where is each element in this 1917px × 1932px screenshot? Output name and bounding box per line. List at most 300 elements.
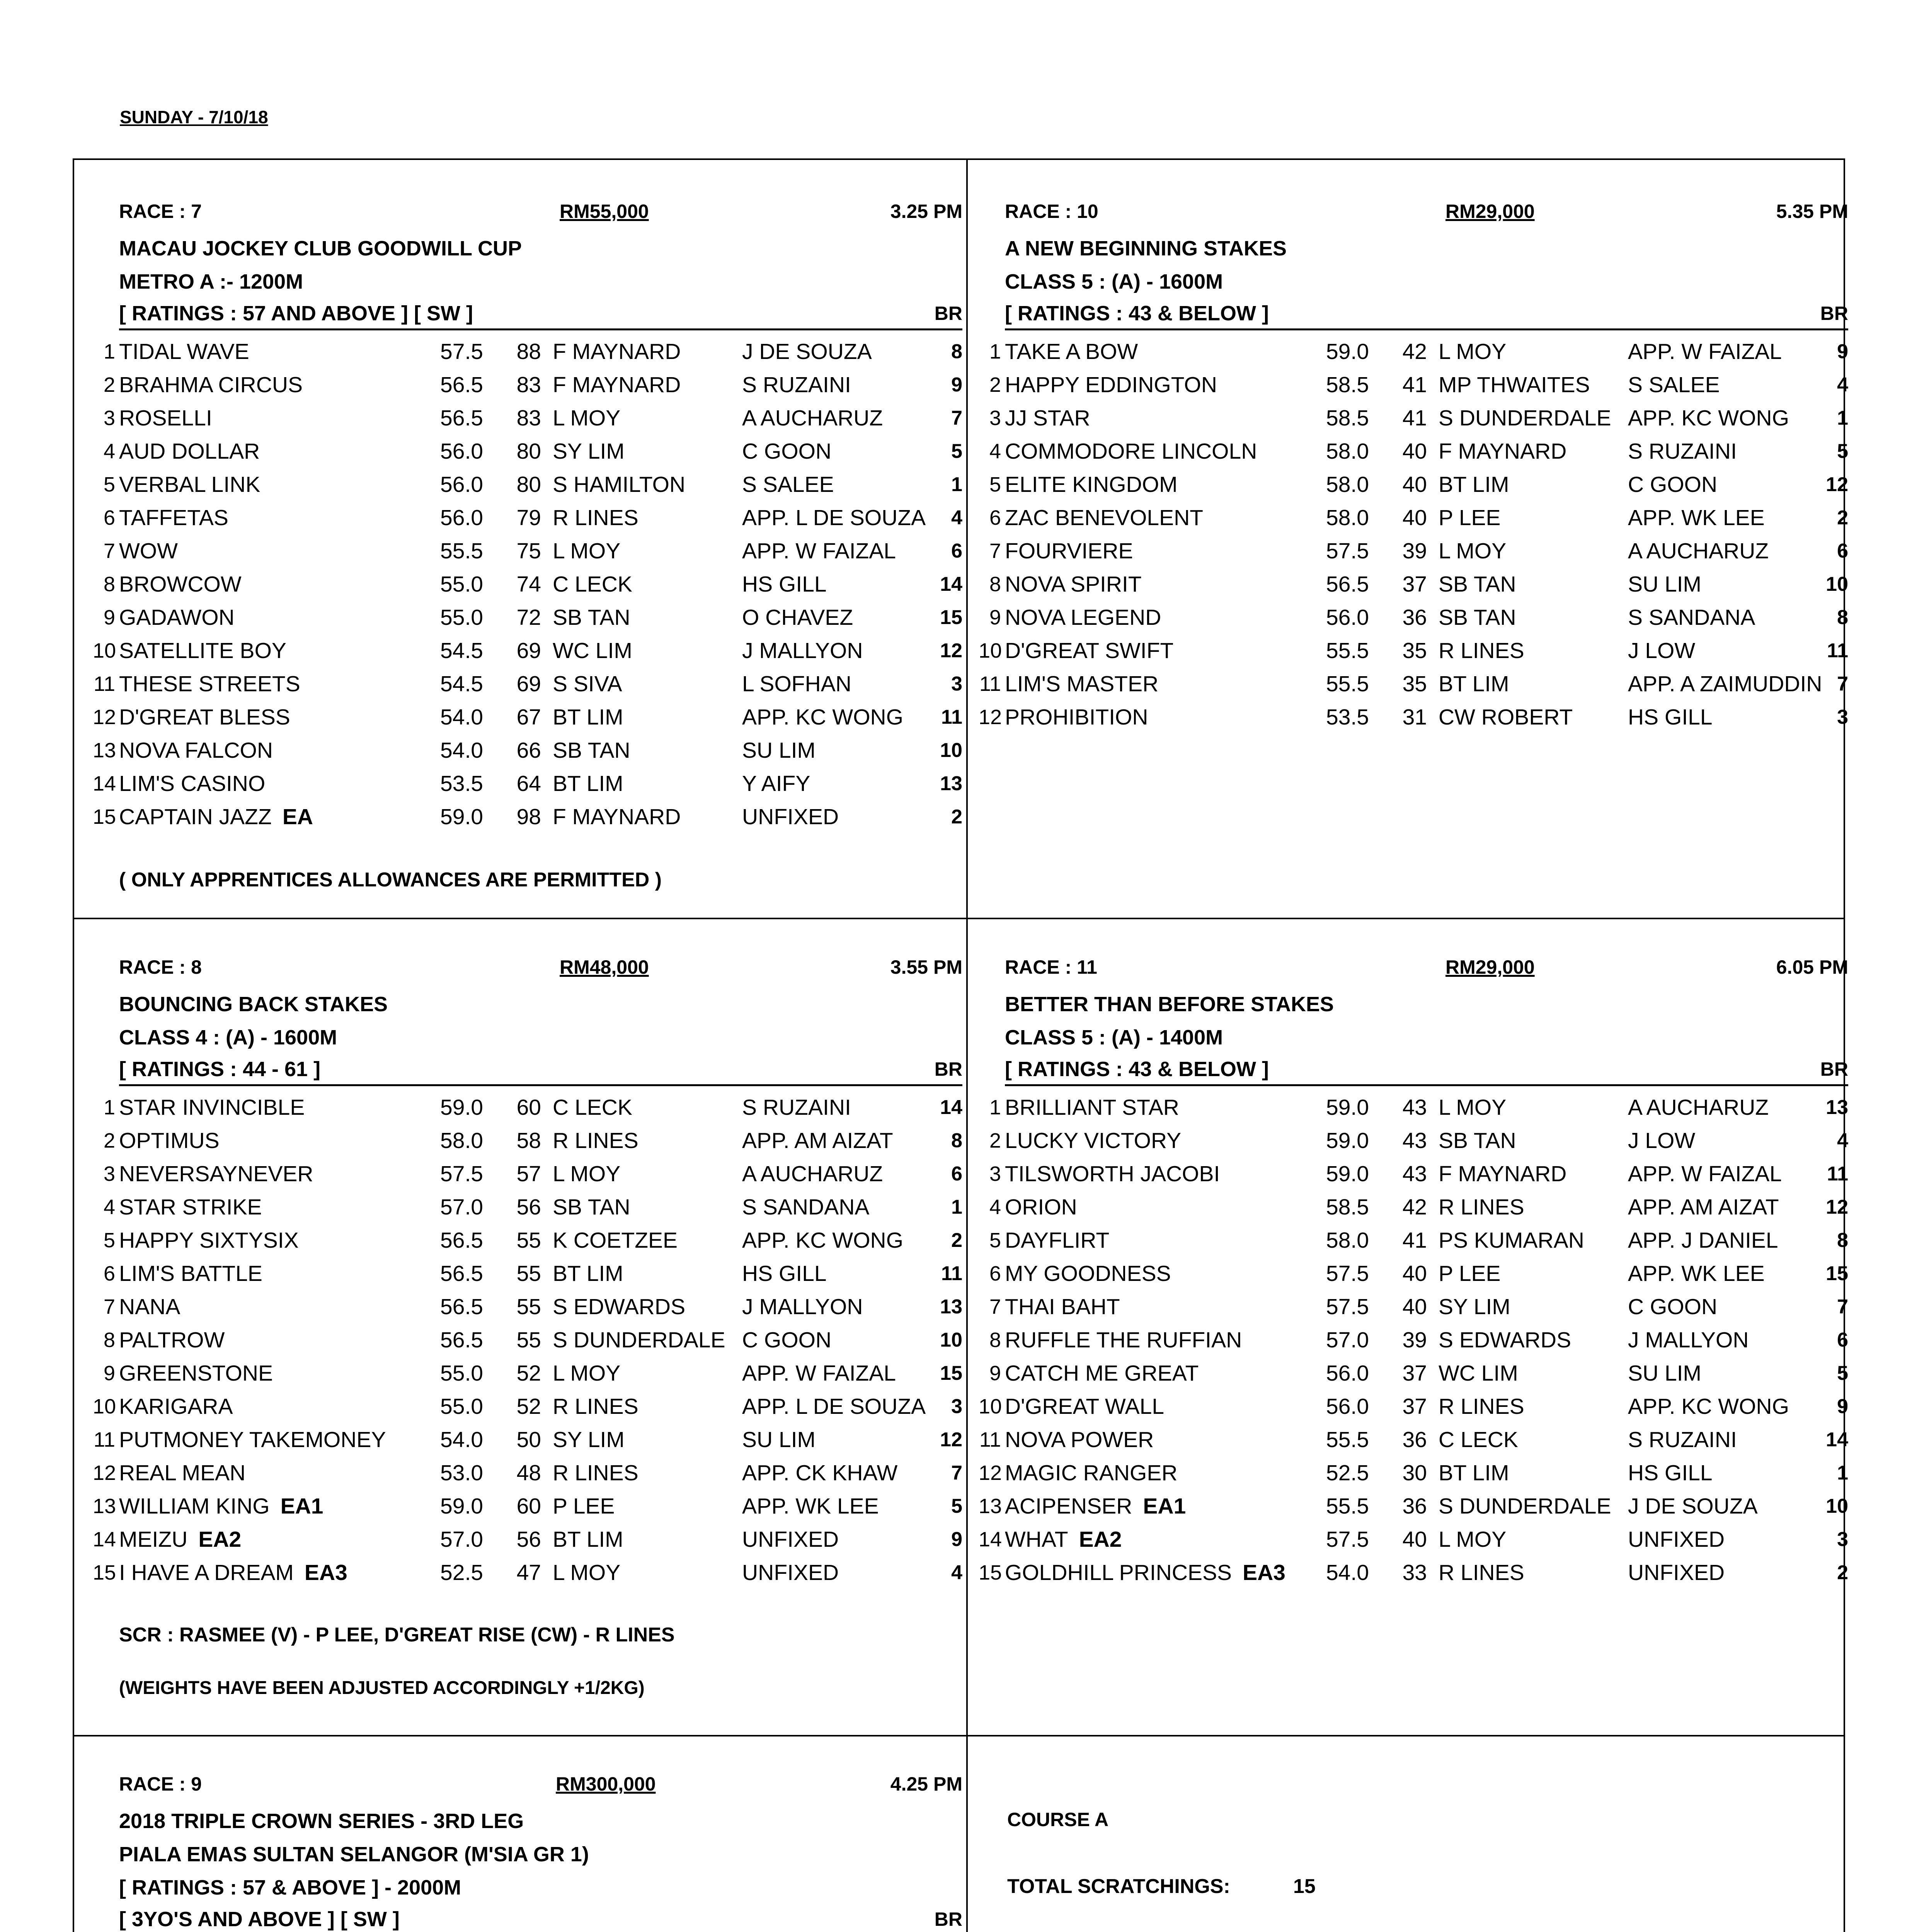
runner-row	[979, 1124, 1848, 1157]
trainer: BT LIM	[1439, 472, 1509, 497]
barrier: 14	[940, 1096, 962, 1119]
runner-number: 12	[93, 1461, 116, 1485]
barrier: 12	[1826, 1196, 1848, 1218]
runner-row	[979, 1257, 1848, 1290]
weight: 55.0	[440, 1394, 483, 1419]
trainer: SB TAN	[1439, 1128, 1516, 1153]
rating: 43	[1402, 1128, 1427, 1153]
rating: 83	[516, 406, 541, 430]
runner-row	[979, 401, 1848, 435]
barrier: 11	[1827, 1163, 1848, 1185]
runner-number: 3	[103, 406, 115, 430]
barrier: 10	[940, 1329, 962, 1351]
weight: 57.0	[440, 1195, 483, 1219]
runner-number: 8	[989, 573, 1001, 596]
race-10-panel	[979, 200, 1848, 734]
emergency-tag: EA2	[1079, 1527, 1122, 1552]
horse-label: D'GREAT BLESS	[119, 705, 290, 730]
trainer: P LEE	[1439, 505, 1501, 530]
race-purse: RM55,000	[560, 201, 649, 222]
horse-label: CAPTAIN JAZZ	[119, 804, 272, 829]
trainer: P LEE	[1439, 1261, 1501, 1286]
trainer: F MAYNARD	[1439, 439, 1567, 464]
runner-number: 1	[103, 340, 115, 363]
runner-row	[93, 734, 962, 767]
horse-name	[1005, 368, 1217, 401]
runner-number: 15	[93, 805, 116, 828]
race-class-distance: CLASS 5 : (A) - 1600M	[1005, 270, 1223, 293]
weight: 58.5	[1326, 406, 1369, 430]
jockey: APP. KC WONG	[1628, 406, 1789, 430]
rating-text: [ RATINGS : 44 - 61 ]	[119, 1058, 321, 1081]
trainer: S EDWARDS	[1439, 1328, 1571, 1352]
runner-number: 10	[979, 639, 1002, 662]
barrier: 1	[951, 473, 962, 496]
runner-row	[93, 767, 962, 800]
race-8-panel	[93, 956, 962, 1699]
horse-name	[119, 501, 228, 534]
runner-number: 13	[93, 1495, 116, 1518]
jockey: APP. W FAIZAL	[1628, 339, 1782, 364]
rating: 80	[516, 439, 541, 464]
runner-number: 15	[979, 1561, 1002, 1584]
jockey: J DE SOUZA	[742, 339, 872, 364]
rating: 36	[1402, 605, 1427, 630]
runner-row	[93, 667, 962, 701]
horse-label: GOLDHILL PRINCESS	[1005, 1560, 1232, 1585]
barrier: 10	[1826, 1495, 1848, 1517]
race-9-panel	[93, 1773, 962, 1932]
horse-name	[119, 1523, 241, 1556]
barrier-header: BR	[934, 1908, 962, 1930]
horse-name	[119, 634, 286, 667]
horse-label: LIM'S CASINO	[119, 771, 266, 796]
rating: 69	[516, 638, 541, 663]
rating: 41	[1402, 1228, 1427, 1253]
weight: 56.5	[440, 406, 483, 430]
weight: 56.5	[440, 1328, 483, 1352]
weight: 59.0	[440, 804, 483, 829]
jockey: J LOW	[1628, 1128, 1696, 1153]
runner-row	[93, 1257, 962, 1290]
race-purse: RM48,000	[560, 956, 649, 978]
barrier: 7	[1837, 1296, 1848, 1318]
jockey: SU LIM	[1628, 572, 1702, 597]
rating: 83	[516, 372, 541, 397]
jockey: APP. J DANIEL	[1628, 1228, 1778, 1253]
race-class-distance: CLASS 4 : (A) - 1600M	[119, 1026, 337, 1049]
horse-label: D'GREAT SWIFT	[1005, 638, 1174, 663]
trainer: SB TAN	[1439, 572, 1516, 597]
horse-label: WOW	[119, 539, 178, 563]
runner-row	[979, 1523, 1848, 1556]
rating: 36	[1402, 1427, 1427, 1452]
barrier: 8	[951, 340, 962, 363]
barrier: 4	[951, 507, 962, 529]
barrier: 11	[1827, 639, 1848, 662]
horse-label: ROSELLI	[119, 406, 212, 430]
runner-number: 9	[103, 1362, 115, 1385]
race-number: RACE : 7	[119, 201, 202, 222]
runner-row	[979, 1290, 1848, 1323]
runner-row	[979, 335, 1848, 368]
horse-name	[119, 1423, 386, 1456]
runner-row	[93, 1556, 962, 1589]
trainer: R LINES	[553, 1128, 638, 1153]
runner-row	[93, 1224, 962, 1257]
horse-label: ACIPENSER	[1005, 1494, 1132, 1519]
horse-label: LIM'S BATTLE	[119, 1261, 262, 1286]
runner-row	[93, 401, 962, 435]
rating: 39	[1402, 1328, 1427, 1352]
rating: 35	[1402, 638, 1427, 663]
barrier: 15	[940, 606, 962, 629]
rating: 72	[516, 605, 541, 630]
horse-name	[119, 1091, 305, 1124]
rating: 33	[1402, 1560, 1427, 1585]
weight: 56.5	[440, 1294, 483, 1319]
emergency-tag: EA1	[280, 1494, 323, 1519]
barrier-header: BR	[934, 1058, 962, 1080]
weight: 56.0	[440, 505, 483, 530]
runner-row	[93, 601, 962, 634]
runner-number: 12	[93, 706, 116, 729]
runner-number: 10	[93, 639, 116, 662]
barrier: 1	[1837, 407, 1848, 429]
weight: 59.0	[1326, 339, 1369, 364]
horse-label: ZAC BENEVOLENT	[1005, 505, 1204, 530]
weight: 55.5	[1326, 1427, 1369, 1452]
trainer: R LINES	[553, 505, 638, 530]
runner-number: 4	[989, 440, 1001, 463]
horse-label: NOVA FALCON	[119, 738, 273, 763]
page-date: SUNDAY - 7/10/18	[120, 107, 268, 127]
trainer: L MOY	[553, 1361, 621, 1386]
horse-label: AUD DOLLAR	[119, 439, 260, 464]
runner-row	[93, 468, 962, 501]
jockey: Y AIFY	[742, 771, 810, 796]
emergency-tag: EA3	[304, 1560, 347, 1585]
weight: 52.5	[1326, 1461, 1369, 1485]
rating: 79	[516, 505, 541, 530]
jockey: HS GILL	[742, 572, 827, 597]
jockey: UNFIXED	[1628, 1560, 1725, 1585]
barrier: 13	[940, 1296, 962, 1318]
race-class-distance: [ RATINGS : 57 & ABOVE ] - 2000M	[119, 1876, 461, 1899]
trainer: F MAYNARD	[553, 339, 681, 364]
weight: 58.5	[1326, 1195, 1369, 1219]
weight: 58.0	[1326, 505, 1369, 530]
runner-number: 1	[989, 340, 1001, 363]
runner-number: 2	[989, 1129, 1001, 1152]
jockey: SU LIM	[1628, 1361, 1702, 1386]
rating: 48	[516, 1461, 541, 1485]
runner-row	[93, 501, 962, 534]
jockey: J MALLYON	[1628, 1328, 1749, 1352]
runner-row	[93, 800, 962, 833]
horse-name	[119, 1390, 233, 1423]
weight: 55.0	[440, 572, 483, 597]
jockey: L SOFHAN	[742, 672, 851, 696]
barrier: 8	[1837, 1229, 1848, 1252]
runner-row	[93, 1456, 962, 1490]
barrier: 14	[1826, 1429, 1848, 1451]
horse-label: RUFFLE THE RUFFIAN	[1005, 1328, 1242, 1352]
jockey: J MALLYON	[742, 638, 863, 663]
meeting-info	[1007, 1808, 1819, 1932]
runner-list	[93, 335, 962, 833]
trainer: SY LIM	[1439, 1294, 1510, 1319]
trainer: SB TAN	[553, 738, 630, 763]
race-class-distance: METRO A :- 1200M	[119, 270, 303, 293]
runner-list	[979, 1091, 1848, 1589]
horse-label: GADAWON	[119, 605, 235, 630]
jockey: S SALEE	[742, 472, 834, 497]
horse-name	[119, 401, 212, 435]
barrier: 7	[951, 1462, 962, 1484]
runner-row	[93, 1091, 962, 1124]
weight: 58.0	[1326, 439, 1369, 464]
trainer: L MOY	[553, 539, 621, 563]
rating: 40	[1402, 1294, 1427, 1319]
horse-label: REAL MEAN	[119, 1461, 246, 1485]
race-header	[1005, 956, 1848, 988]
runner-row	[93, 1490, 962, 1523]
weight: 54.0	[440, 705, 483, 730]
horse-label: TIDAL WAVE	[119, 339, 249, 364]
runner-row	[93, 1190, 962, 1224]
rating: 56	[516, 1527, 541, 1552]
weight: 54.5	[440, 638, 483, 663]
trainer: SY LIM	[553, 439, 625, 464]
horse-label: BRAHMA CIRCUS	[119, 372, 303, 397]
jockey: SU LIM	[742, 738, 816, 763]
jockey: S SALEE	[1628, 372, 1720, 397]
race-time: 3.55 PM	[890, 956, 962, 978]
trainer: R LINES	[553, 1461, 638, 1485]
horse-name	[1005, 1523, 1122, 1556]
horse-name	[119, 368, 303, 401]
horse-label: NOVA SPIRIT	[1005, 572, 1142, 597]
jockey: APP. CK KHAW	[742, 1461, 898, 1485]
horse-label: TILSWORTH JACOBI	[1005, 1162, 1220, 1186]
weight: 55.5	[1326, 1494, 1369, 1519]
barrier: 7	[1837, 673, 1848, 695]
runner-list	[979, 335, 1848, 734]
race-number: RACE : 8	[119, 956, 202, 978]
trainer: F MAYNARD	[553, 372, 681, 397]
weight: 54.5	[440, 672, 483, 696]
barrier: 4	[951, 1561, 962, 1584]
rating: 41	[1402, 406, 1427, 430]
barrier: 15	[940, 1362, 962, 1384]
trainer: C LECK	[1439, 1427, 1518, 1452]
weight: 58.0	[1326, 472, 1369, 497]
barrier: 2	[1837, 1561, 1848, 1584]
horse-label: CATCH ME GREAT	[1005, 1361, 1199, 1386]
trainer: S HAMILTON	[553, 472, 686, 497]
runner-number: 14	[93, 1528, 116, 1551]
scratchings-note: SCR : RASMEE (V) - P LEE, D'GREAT RISE (CW) - R LINES	[119, 1624, 675, 1646]
barrier: 1	[1837, 1462, 1848, 1484]
horse-label: THESE STREETS	[119, 672, 300, 696]
rating: 37	[1402, 572, 1427, 597]
horse-name	[1005, 1124, 1181, 1157]
rating: 47	[516, 1560, 541, 1585]
weight: 53.0	[440, 1461, 483, 1485]
horse-name	[119, 601, 235, 634]
rating: 60	[516, 1494, 541, 1519]
runner-row	[93, 568, 962, 601]
runner-number: 13	[979, 1495, 1002, 1518]
horse-name	[119, 1190, 262, 1224]
rating-text: [ RATINGS : 57 AND ABOVE ] [ SW ]	[119, 302, 473, 325]
runner-row	[979, 1224, 1848, 1257]
barrier: 6	[951, 1163, 962, 1185]
jockey: APP. WK LEE	[1628, 1261, 1765, 1286]
race-number: RACE : 9	[119, 1773, 202, 1795]
race-time: 3.25 PM	[890, 201, 962, 222]
barrier: 9	[951, 1528, 962, 1551]
weight: 54.0	[440, 1427, 483, 1452]
barrier: 13	[940, 772, 962, 795]
trainer: SB TAN	[1439, 605, 1516, 630]
horse-name	[1005, 1390, 1164, 1423]
trainer: S DUNDERDALE	[553, 1328, 725, 1352]
runner-row	[93, 1357, 962, 1390]
runner-number: 4	[989, 1196, 1001, 1219]
barrier: 8	[1837, 606, 1848, 629]
horse-label: BROWCOW	[119, 572, 242, 597]
horse-name	[119, 1257, 262, 1290]
weight: 56.5	[440, 1228, 483, 1253]
race-subtitle: PIALA EMAS SULTAN SELANGOR (M'SIA GR 1)	[119, 1843, 589, 1866]
race-number: RACE : 10	[1005, 201, 1098, 222]
horse-name	[119, 1323, 225, 1357]
jockey: APP. KC WONG	[1628, 1394, 1789, 1419]
runner-number: 6	[103, 506, 115, 529]
rating: 55	[516, 1261, 541, 1286]
trainer: R LINES	[553, 1394, 638, 1419]
jockey: J MALLYON	[742, 1294, 863, 1319]
trainer: L MOY	[553, 406, 621, 430]
horse-label: HAPPY SIXTYSIX	[119, 1228, 299, 1253]
barrier: 12	[1826, 473, 1848, 496]
horse-name	[1005, 1157, 1220, 1190]
jockey: APP. W FAIZAL	[1628, 1162, 1782, 1186]
race-purse: RM29,000	[1445, 201, 1535, 222]
jockey: HS GILL	[742, 1261, 827, 1286]
rating-text: [ RATINGS : 43 & BELOW ]	[1005, 302, 1269, 325]
race-7-panel	[93, 200, 962, 891]
runner-row	[979, 1190, 1848, 1224]
runner-number: 15	[93, 1561, 116, 1584]
jockey: J LOW	[1628, 638, 1696, 663]
weight: 58.5	[1326, 372, 1369, 397]
trainer: BT LIM	[1439, 1461, 1509, 1485]
race-header	[119, 1773, 962, 1804]
runner-row	[93, 701, 962, 734]
runner-number: 2	[989, 373, 1001, 396]
jockey: APP. L DE SOUZA	[742, 505, 926, 530]
runner-number: 8	[103, 1328, 115, 1352]
horse-label: PALTROW	[119, 1328, 225, 1352]
weight: 55.5	[440, 539, 483, 563]
jockey: C GOON	[742, 439, 832, 464]
horse-name	[119, 568, 242, 601]
trainer: S EDWARDS	[553, 1294, 686, 1319]
horse-name	[1005, 1490, 1186, 1523]
jockey: APP. AM AIZAT	[742, 1128, 893, 1153]
runner-number: 11	[93, 1428, 115, 1451]
weight: 59.0	[1326, 1095, 1369, 1120]
horse-label: LIM'S MASTER	[1005, 672, 1159, 696]
horse-label: I HAVE A DREAM	[119, 1560, 294, 1585]
trainer: S SIVA	[553, 672, 622, 696]
horse-name	[119, 1357, 273, 1390]
runner-number: 5	[989, 1229, 1001, 1252]
jockey: UNFIXED	[1628, 1527, 1725, 1552]
rating: 41	[1402, 372, 1427, 397]
runner-row	[979, 501, 1848, 534]
race-rating	[1005, 298, 1848, 330]
emergency-tag: EA2	[198, 1527, 242, 1552]
horse-label: TAKE A BOW	[1005, 339, 1138, 364]
horse-label: JJ STAR	[1005, 406, 1090, 430]
race-header	[1005, 200, 1848, 232]
info-value: 15	[1293, 1875, 1316, 1898]
trainer: C LECK	[553, 1095, 632, 1120]
weight: 59.0	[440, 1494, 483, 1519]
horse-name	[1005, 1357, 1199, 1390]
trainer: BT LIM	[553, 1261, 623, 1286]
horse-name	[1005, 435, 1257, 468]
jockey: SU LIM	[742, 1427, 816, 1452]
rating: 30	[1402, 1461, 1427, 1485]
weight: 57.5	[440, 339, 483, 364]
jockey: S SANDANA	[742, 1195, 870, 1219]
trainer: K COETZEE	[553, 1228, 678, 1253]
runner-row	[979, 1323, 1848, 1357]
barrier: 3	[951, 673, 962, 695]
runner-number: 10	[93, 1395, 116, 1418]
runner-row	[979, 468, 1848, 501]
weight: 56.5	[1326, 572, 1369, 597]
race-name: BOUNCING BACK STAKES	[119, 993, 388, 1016]
trainer: BT LIM	[553, 705, 623, 730]
jockey: HS GILL	[1628, 1461, 1713, 1485]
rating: 57	[516, 1162, 541, 1186]
jockey: UNFIXED	[742, 1560, 839, 1585]
runner-number: 14	[979, 1528, 1002, 1551]
horse-label: LUCKY VICTORY	[1005, 1128, 1182, 1153]
barrier: 9	[1837, 1395, 1848, 1418]
horse-name	[119, 734, 273, 767]
runner-number: 5	[103, 473, 115, 496]
runner-number: 7	[103, 1295, 115, 1318]
weight: 54.0	[440, 738, 483, 763]
race-time: 5.35 PM	[1776, 201, 1848, 222]
horse-name	[119, 1157, 313, 1190]
horse-label: STAR INVINCIBLE	[119, 1095, 305, 1120]
jockey: HS GILL	[1628, 705, 1713, 730]
horse-name	[1005, 1257, 1171, 1290]
weight: 57.5	[1326, 1294, 1369, 1319]
rating: 55	[516, 1328, 541, 1352]
rating: 98	[516, 804, 541, 829]
runner-row	[93, 435, 962, 468]
runner-row	[979, 1157, 1848, 1190]
